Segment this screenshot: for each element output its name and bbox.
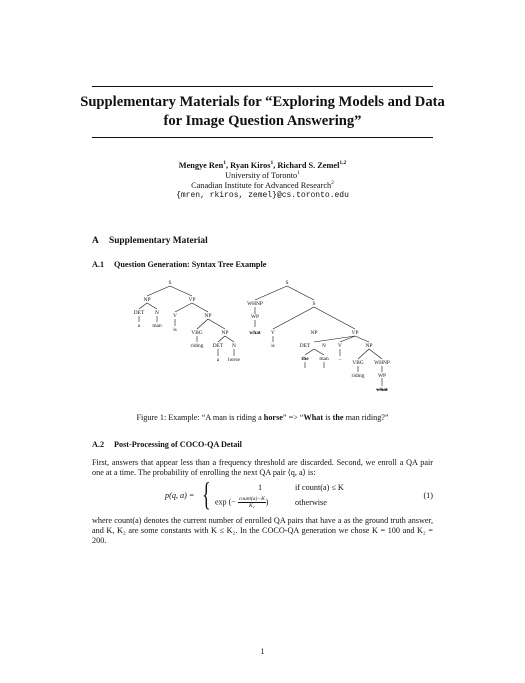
tree-node: S (168, 280, 172, 286)
tree-node: WHNP (247, 301, 263, 307)
tree-node: V (338, 343, 342, 349)
equation-case2-value: exp (− $\frac{\text{count(a)−K}}{\text{K₂}}$) (215, 496, 269, 509)
equation-1 (92, 477, 433, 514)
tree-leaf: riding (351, 373, 365, 379)
tree-node: NP (310, 330, 318, 336)
author-sup: 1,2 (339, 160, 347, 167)
subsection-number: A.1 (92, 260, 105, 269)
tree-leaf: riding (190, 343, 204, 349)
tree-leaf: horse (228, 357, 240, 363)
page-number: 1 (260, 647, 265, 656)
affiliation-1: University of Toronto$^1$ (225, 170, 300, 180)
tree-leaf: man (152, 323, 162, 329)
author-sep: , (225, 161, 231, 170)
tree-node: NP (365, 343, 373, 349)
tree-node: VBG (191, 330, 203, 336)
equation-number: (1) (423, 491, 433, 500)
tree-node: V (271, 330, 275, 336)
author-email: {mren, rkiros, zemel}@cs.toronto.edu (176, 191, 349, 200)
tree-node: DET (133, 310, 145, 316)
tree-node: S (312, 301, 316, 307)
tree-node: NP (204, 313, 212, 319)
tree-node: VP (351, 330, 359, 336)
syntax-tree-figure (92, 276, 433, 406)
tree-node: N (322, 343, 326, 349)
tree-node: WHNP (374, 360, 390, 366)
tree-node: V (173, 313, 177, 319)
right-syntax-tree (247, 280, 390, 393)
author-block (92, 161, 433, 201)
subsection-number: A.2 (92, 440, 105, 449)
tree-node: WP (250, 314, 260, 320)
tree-leaf: a (137, 323, 141, 329)
tree-leaf: man (319, 356, 329, 362)
author-name: Ryan Kiros (230, 161, 271, 170)
paper-title: Supplementary Materials for “Exploring Models and Data for Image Question Answering” (80, 94, 445, 129)
subsection-2-heading (92, 440, 242, 449)
affiliation-2: Canadian Institute for Advanced Research$^2$ (191, 180, 334, 190)
subsection-title: Post-Processing of COCO-QA Detail (114, 440, 242, 449)
tree-node: NP (221, 330, 229, 336)
section-title: Supplementary Material (109, 236, 208, 246)
tree-node: VP (188, 297, 196, 303)
tree-node: N (155, 310, 159, 316)
equation-brace: { (202, 477, 211, 513)
title-bottom-rule (92, 137, 433, 138)
equation-case1-value: 1 (257, 483, 263, 492)
section-heading (92, 236, 208, 246)
author-name: Mengye Ren (178, 161, 224, 170)
section-number: A (92, 236, 99, 246)
figure-caption: Figure 1: Example: “A man is riding a horse” => “What is the man riding?” (136, 413, 389, 422)
tree-leaf: what (249, 330, 261, 336)
equation-case2-condition: otherwise (295, 498, 327, 507)
tree-leaf: what (376, 387, 388, 393)
title-top-rule (92, 86, 433, 87)
tree-node: DET (212, 343, 224, 349)
tree-node: NP (143, 297, 151, 303)
paragraph-1: First, answers that appear less than a frequency threshold are discarded. Second, we enroll a QA pair one at a time. The probability of enrolling the next QA pair ⟨q, a⟩ is: (92, 458, 433, 478)
tree-leaf: is (173, 327, 177, 333)
equation-lhs: p(q, a) = (165, 491, 195, 500)
tree-node: VBG (352, 360, 364, 366)
author-name: Richard S. Zemel (277, 161, 340, 170)
tree-leaf: is (271, 343, 275, 349)
author-sep: , (273, 161, 278, 170)
tree-node: N (232, 343, 236, 349)
tree-leaf: a (216, 357, 220, 363)
tree-node: WP (377, 373, 387, 379)
tree-node: S (285, 280, 289, 286)
author-sup: 1 (223, 160, 226, 167)
subsection-title: Question Generation: Syntax Tree Example (114, 260, 267, 269)
subsection-1-heading (92, 260, 266, 269)
tree-node: DET (299, 343, 311, 349)
author-sup: 1 (270, 160, 274, 167)
author-names (92, 161, 433, 171)
left-syntax-tree (134, 280, 241, 363)
equation-case1-condition: if count(a) ≤ K (295, 483, 344, 492)
tree-leaf: the (301, 356, 309, 362)
tree-leaf: – (338, 357, 342, 363)
paragraph-2: where count(a) denotes the current number of enrolled QA pairs that have a as the ground truth answer, and K, K₂ are some constants with K ≤ K₂. In the COCO-QA generation we chose K = 100 and K₂ = 200. (92, 516, 433, 546)
